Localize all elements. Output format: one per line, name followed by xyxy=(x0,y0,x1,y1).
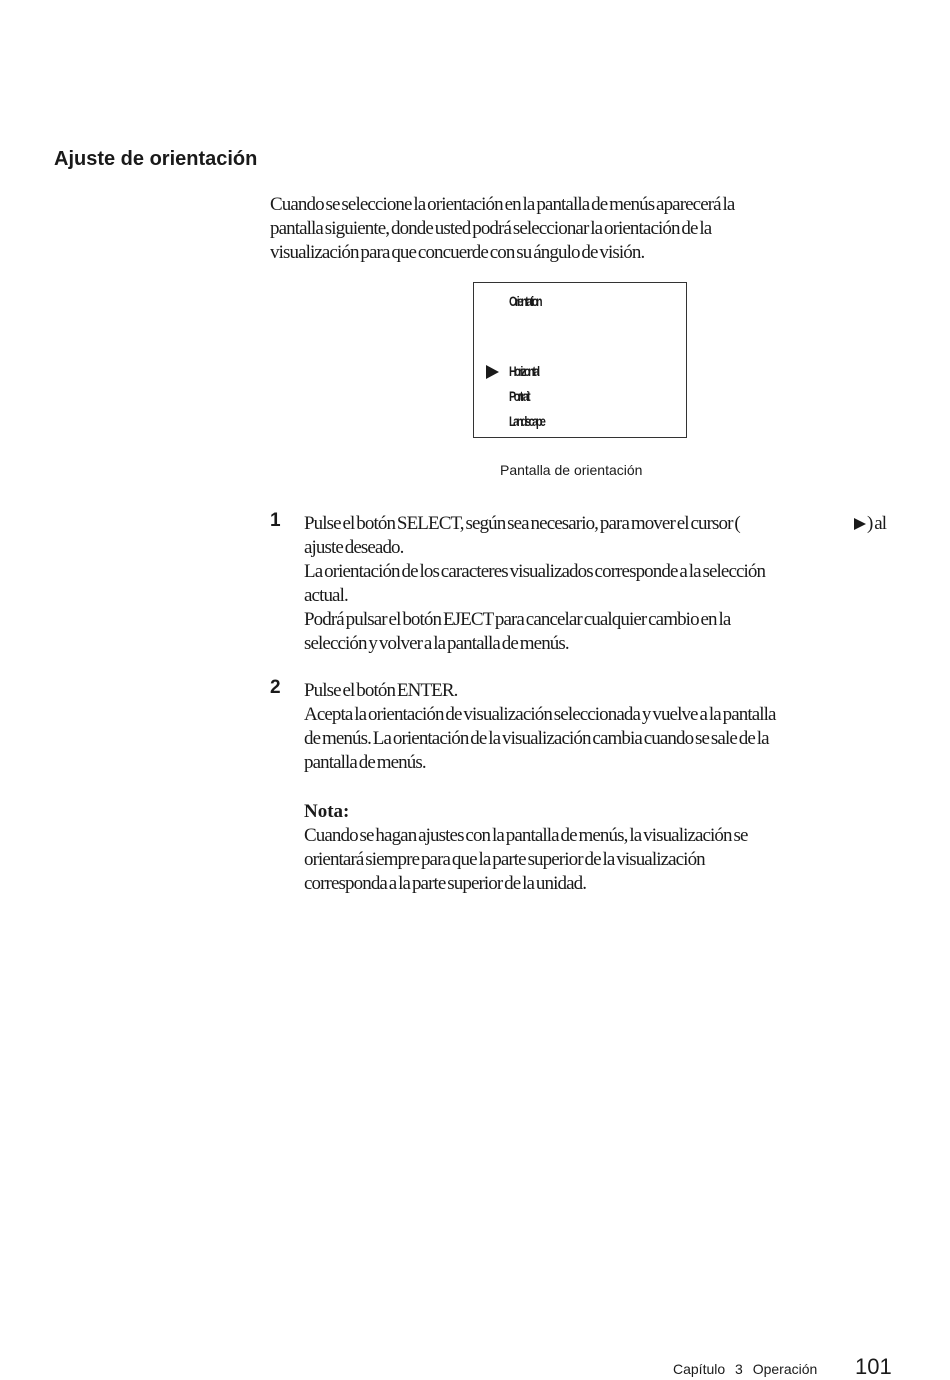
step-number: 1 xyxy=(270,510,281,531)
step-line: ajuste deseado. xyxy=(304,537,404,558)
footer-chapter: Capítulo 3 xyxy=(673,1361,743,1377)
step-line: Acepta la orientación de visualización seleccionada y vuelve a la pantalla xyxy=(304,704,776,725)
step-number: 2 xyxy=(270,677,281,698)
step-line: Podrá pulsar el botón EJECT para cancelar cualquier cambio en la xyxy=(304,609,731,630)
step-line: selección y volver a la pantalla de menús. xyxy=(304,633,569,654)
screen-title: Orientation xyxy=(509,293,541,309)
step-2-text xyxy=(304,679,864,775)
step-line: La orientación de los caracteres visualizados corresponde a la selección xyxy=(304,561,766,582)
intro-line: Cuando se seleccione la orientación en la pantalla de menús aparecerá la xyxy=(270,194,735,215)
note-block xyxy=(304,800,864,896)
step-line: actual. xyxy=(304,585,348,606)
intro-paragraph xyxy=(270,193,810,265)
triangle-right-icon xyxy=(486,365,499,379)
note-line: corresponda a la parte superior de la unidad. xyxy=(304,873,587,894)
step-line: pantalla de menús. xyxy=(304,752,426,773)
screen-option-horizontal: Horizontal xyxy=(509,363,538,379)
page-footer xyxy=(673,1361,817,1377)
step-line: Pulse el botón SELECT, según sea necesario, para mover el cursor ( xyxy=(304,513,740,534)
note-line: orientará siempre para que la parte superior de la visualización xyxy=(304,849,705,870)
cursor-ref-suffix: ) al xyxy=(867,513,887,534)
screen-option-portrait: Portrait xyxy=(509,388,529,404)
step-line: Pulse el botón ENTER. xyxy=(304,680,458,701)
page-number: 101 xyxy=(855,1354,892,1379)
step-1-text xyxy=(304,512,864,656)
step-line: de menús. La orientación de la visualización cambia cuando se sale de la xyxy=(304,728,769,749)
figure-caption: Pantalla de orientación xyxy=(500,462,643,478)
section-heading: Ajuste de orientación xyxy=(54,148,258,170)
intro-line: pantalla siguiente, donde usted podrá seleccionar la orientación de la xyxy=(270,218,712,239)
note-line: Cuando se hagan ajustes con la pantalla de menús, la visualización se xyxy=(304,825,748,846)
cursor-reference xyxy=(854,512,886,536)
intro-line: visualización para que concuerde con su ángulo de visión. xyxy=(270,242,645,263)
triangle-right-icon xyxy=(854,518,866,530)
footer-section: Operación xyxy=(752,1361,818,1377)
screen-option-landscape: Landscape xyxy=(509,413,544,429)
note-title: Nota: xyxy=(304,801,350,822)
orientation-screen-illustration xyxy=(473,282,687,438)
